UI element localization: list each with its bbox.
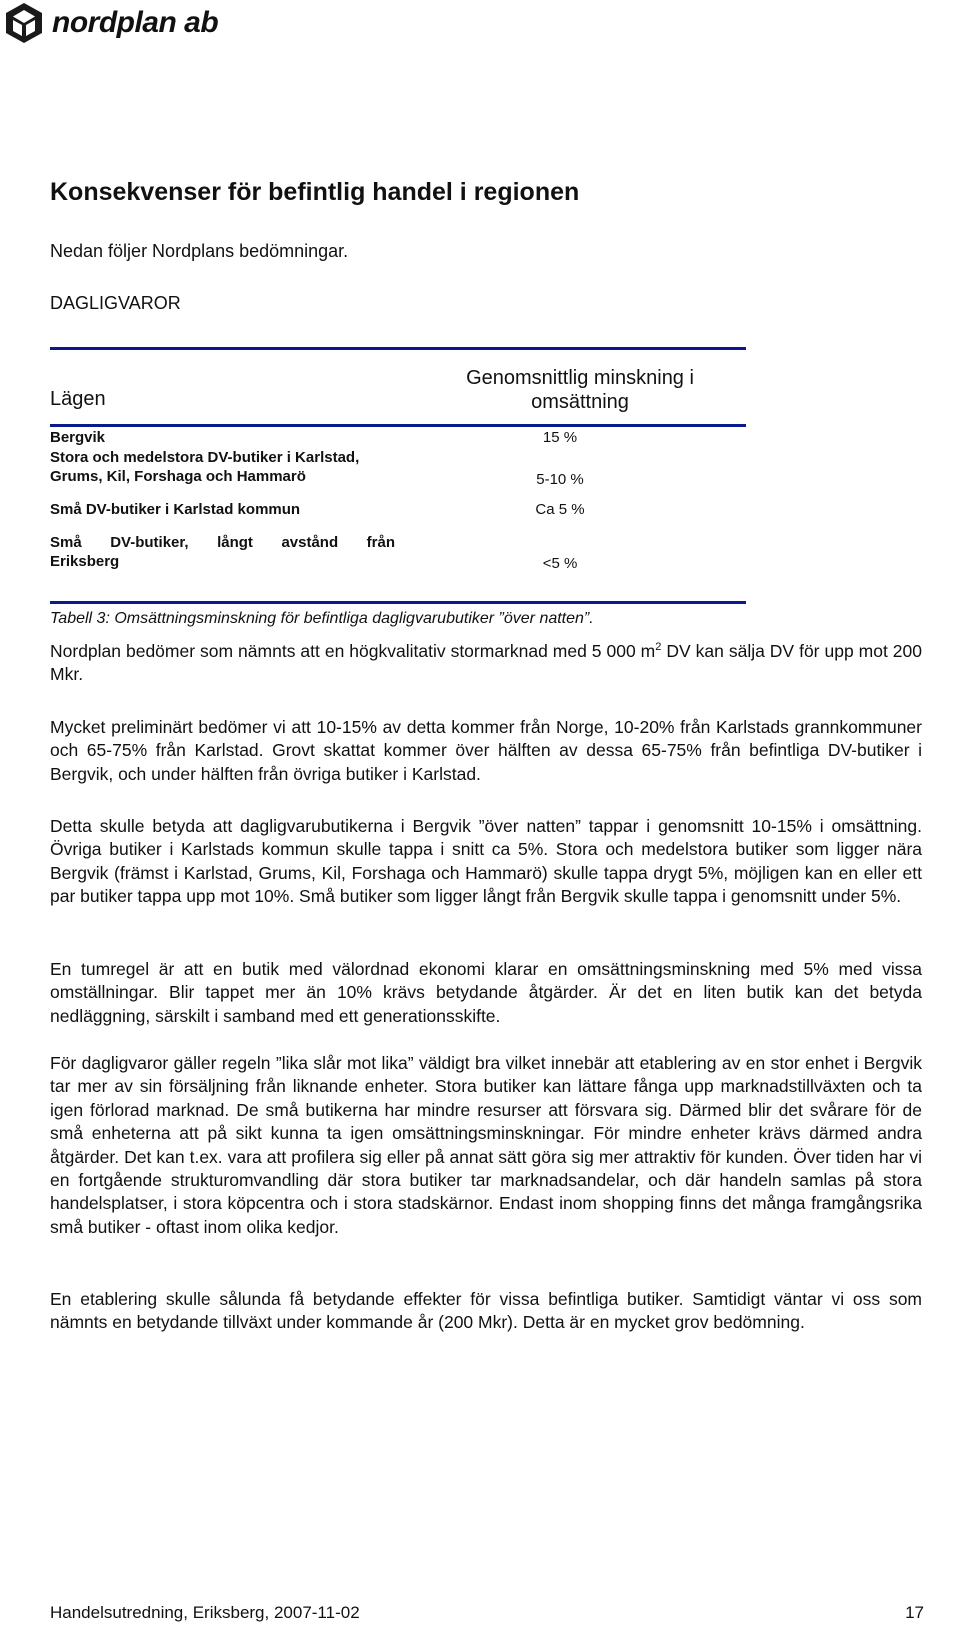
body-paragraph: En etablering skulle sålunda få betydande effekter för vissa befintliga butiker. Samtidigt väntar vi oss som nämnts en betydande tillväxt under kommande år (200 Mkr). Detta är en mycket grov bedömning. <box>50 1289 922 1333</box>
body-paragraph: Mycket preliminärt bedömer vi att 10-15% av detta kommer från Norge, 10-20% från Karlstads grannkommuner och 65-75% från Karlstad. Grovt skattat kommer över hälften av dessa 65-75% från befintliga DV-butiker i Bergvik, och under hälften från övriga butiker i Karlstad. <box>50 717 922 784</box>
table-cell-word: från <box>366 534 395 551</box>
table-header-change-line1: Genomsnittlig minskning i <box>466 367 694 389</box>
superscript: 2 <box>655 641 662 654</box>
table-cell-word: långt <box>217 534 253 551</box>
table-caption: Tabell 3: Omsättningsminskning för befintliga dagligvarubutiker ”över natten”. <box>50 610 594 627</box>
body-paragraph: För dagligvaror gäller regeln ”lika slår mot lika” väldigt bra vilket innebär att etablering av en stor enhet i Bergvik tar mer av sin försäljning från liknande enheter. Stora butiker kan lättare fånga upp marknadstillväxten och ta igen förlorad marknad. De små butikerna har mindre resurser att försvara sig. Därmed blir det svårare för de små enheterna att på sikt kunna ta igen omsättningsminskningar. För mindre enheter krävs därmed andra åtgärder. Det kan t.ex. vara att profilera sig eller på annat sätt göra sig mer attraktiv för kunden. Över tiden har vi en fortgående strukturomvandling där stora butiker tar marknadsandelar, och där handeln samlas på stora handelsplatser, i stora köpcentra och i stora stadskärnor. Endast inom shopping finns det många framgångsrika små butiker - oftast inom olika kedjor. <box>50 1053 922 1237</box>
table-cell-location-line: Grums, Kil, Forshaga och Hammarö <box>50 468 306 485</box>
table-cell-location: Små DV-butiker i Karlstad kommun <box>50 501 301 518</box>
table-header-change <box>430 366 730 414</box>
section-label: DAGLIGVAROR <box>50 293 181 313</box>
table-cell-location <box>50 448 359 486</box>
page-number: 17 <box>905 1603 924 1622</box>
table-cell-word: DV-butiker, <box>110 534 189 551</box>
table-cell-value: 15 % <box>542 429 578 446</box>
table-header-location: Lägen <box>50 388 106 410</box>
paragraph-text: Nordplan bedömer som nämnts att en högkvalitativ stormarknad med 5 000 m <box>50 641 656 661</box>
table-cell-location-line <box>50 533 395 552</box>
body-paragraph: Detta skulle betyda att dagligvarubutikerna i Bergvik ”över natten” tappar i genomsnitt 10-15% i omsättning. Övriga butiker i Karlstads kommun skulle tappa i snitt ca 5%. Stora och medelstora butiker som ligger nära Bergvik (främst i Karlstad, Grums, Kil, Forshaga och Hammarö) skulle tappa drygt 5%, möjligen kan en eller ett par butiker tappa upp mot 10%. Små butiker som ligger långt från Bergvik skulle tappa i genomsnitt under 5%. <box>50 816 922 907</box>
table-cell-location-line: Stora och medelstora DV-butiker i Karlstad, <box>50 449 360 466</box>
table-cell-location-line: Eriksberg <box>50 553 120 570</box>
intro-text: Nedan följer Nordplans bedömningar. <box>50 241 349 261</box>
company-logo <box>2 2 218 44</box>
table-cell-location <box>50 533 395 571</box>
table-cell-value: 5-10 % <box>536 471 584 488</box>
table-cell-word: Små <box>50 534 82 551</box>
table-cell-value: <5 % <box>542 555 578 572</box>
hexagon-logo-icon <box>2 1 46 45</box>
page-title: Konsekvenser för befintlig handel i regionen <box>50 178 580 206</box>
table-cell-value: Ca 5 % <box>535 501 585 518</box>
table-header-rule <box>50 424 746 427</box>
table-bottom-rule <box>50 601 746 604</box>
paragraph-text: DV kan sälja DV för upp mot 200 Mkr. <box>50 641 922 685</box>
footer-document-info: Handelsutredning, Eriksberg, 2007-11-02 <box>50 1603 360 1622</box>
table-cell-word: avstånd <box>281 534 339 551</box>
body-paragraph: En tumregel är att en butik med välordnad ekonomi klarar en omsättningsminskning med 5% med vissa omställningar. Blir tappet mer än 10% krävs betydande åtgärder. Är det en liten butik kan det betyda nedläggning, särskilt i samband med ett generationsskifte. <box>50 959 922 1026</box>
table-top-rule <box>50 347 746 350</box>
table-cell-location: Bergvik <box>50 429 106 446</box>
body-paragraph <box>50 640 922 687</box>
logo-text: nordplan ab <box>52 6 219 39</box>
table-header-change-line2: omsättning <box>531 391 629 413</box>
